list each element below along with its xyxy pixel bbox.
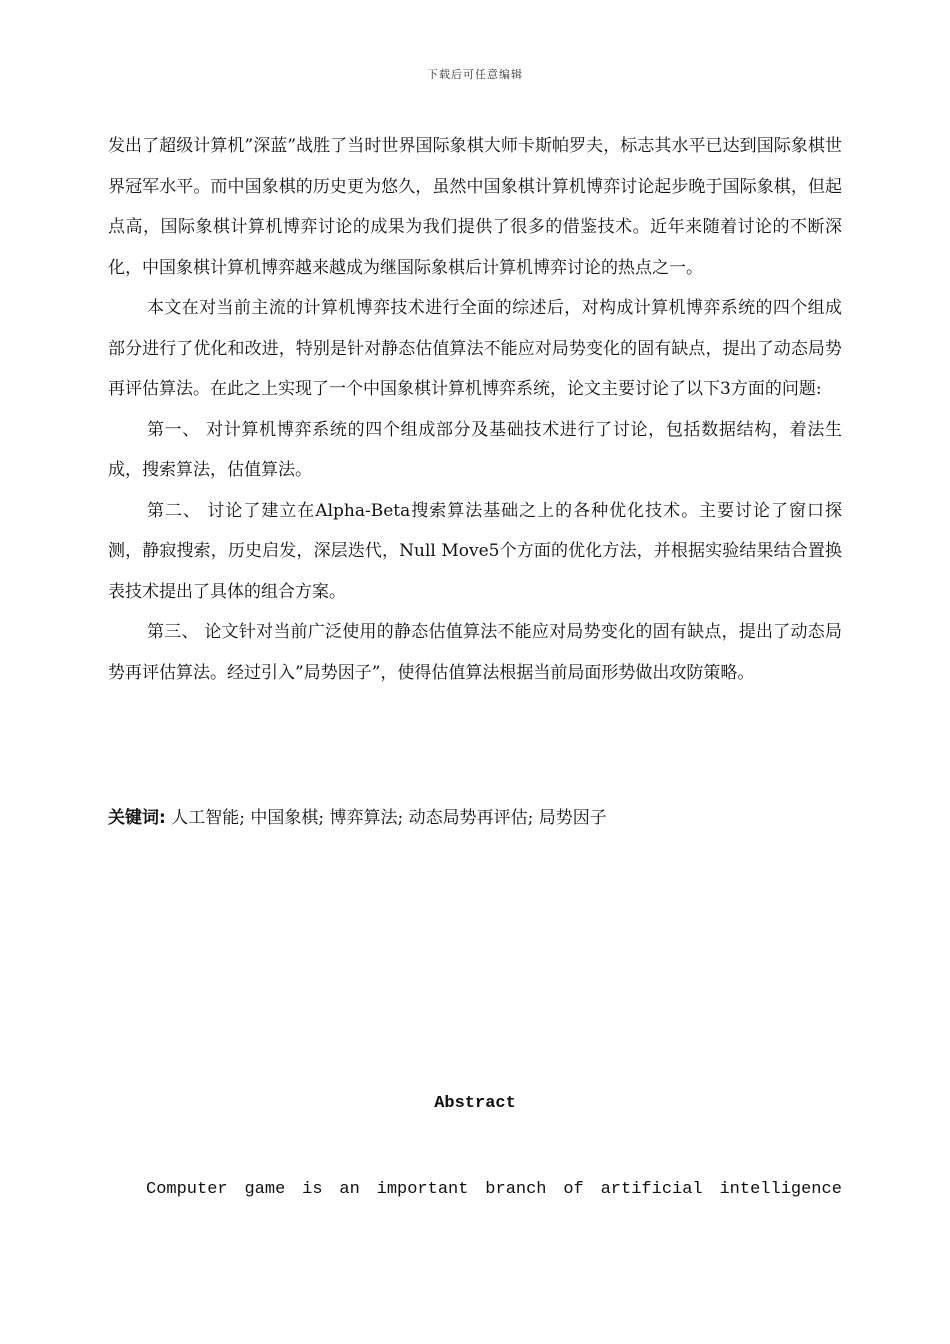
paragraph-point-two: 第二、 讨论了建立在Alpha-Beta搜索算法基础之上的各种优化技术。主要讨论了窗口探测，静寂搜索，历史启发，深层迭代，Null Move5个方面的优化方法，并根据实验结果结合置换表技术提出了具体的组合方案。 (108, 500, 842, 602)
abstract-word: is (302, 1180, 323, 1199)
abstract-word: intelligence (719, 1180, 842, 1199)
keywords-line (108, 801, 842, 835)
abstract-word: important (376, 1180, 469, 1199)
keywords-text: 人工智能; 中国象棋; 博弈算法; 动态局势再评估; 局势因子 (165, 808, 607, 828)
abstract-word: game (244, 1180, 286, 1199)
paragraph-intro-continuation: 发出了超级计算机”深蓝”战胜了当时世界国际象棋大师卡斯帕罗夫，标志其水平已达到国际象棋世界冠军水平。而中国象棋的历史更为悠久，虽然中国象棋计算机博弈讨论起步晚于国际象棋，但起点高，国际象棋计算机博弈讨论的成果为我们提供了很多的借鉴技术。近年来随着讨论的不断深化，中国象棋计算机博弈越来越成为继国际象棋后计算机博弈讨论的热点之一。 (108, 136, 842, 278)
abstract-word: of (563, 1180, 584, 1199)
paragraph-point-one: 第一、 对计算机博弈系统的四个组成部分及基础技术进行了讨论，包括数据结构，着法生成，搜索算法，估值算法。 (108, 419, 842, 480)
abstract-word: Computer (146, 1180, 228, 1199)
abstract-heading: Abstract (434, 1094, 516, 1113)
paragraph-summary: 本文在对当前主流的计算机博弈技术进行全面的综述后，对构成计算机博弈系统的四个组成部分进行了优化和改进，特别是针对静态估值算法不能应对局势变化的固有缺点，提出了动态局势再评估算法。在此之上实现了一个中国象棋计算机博弈系统，论文主要讨论了以下3方面的问题: (108, 298, 842, 399)
abstract-word: an (339, 1180, 360, 1199)
paragraph-point-three: 第三、 论文针对当前广泛使用的静态估值算法不能应对局势变化的固有缺点，提出了动态局势再评估算法。经过引入”局势因子”，使得估值算法根据当前局面形势做出攻防策略。 (108, 622, 842, 683)
abstract-first-line (146, 1180, 842, 1199)
page-header-note: 下载后可任意编辑 (427, 68, 523, 81)
keywords-label: 关键词: (108, 808, 166, 828)
abstract-word: artificial (600, 1180, 703, 1199)
abstract-word: branch (485, 1180, 547, 1199)
body-text (108, 126, 842, 693)
